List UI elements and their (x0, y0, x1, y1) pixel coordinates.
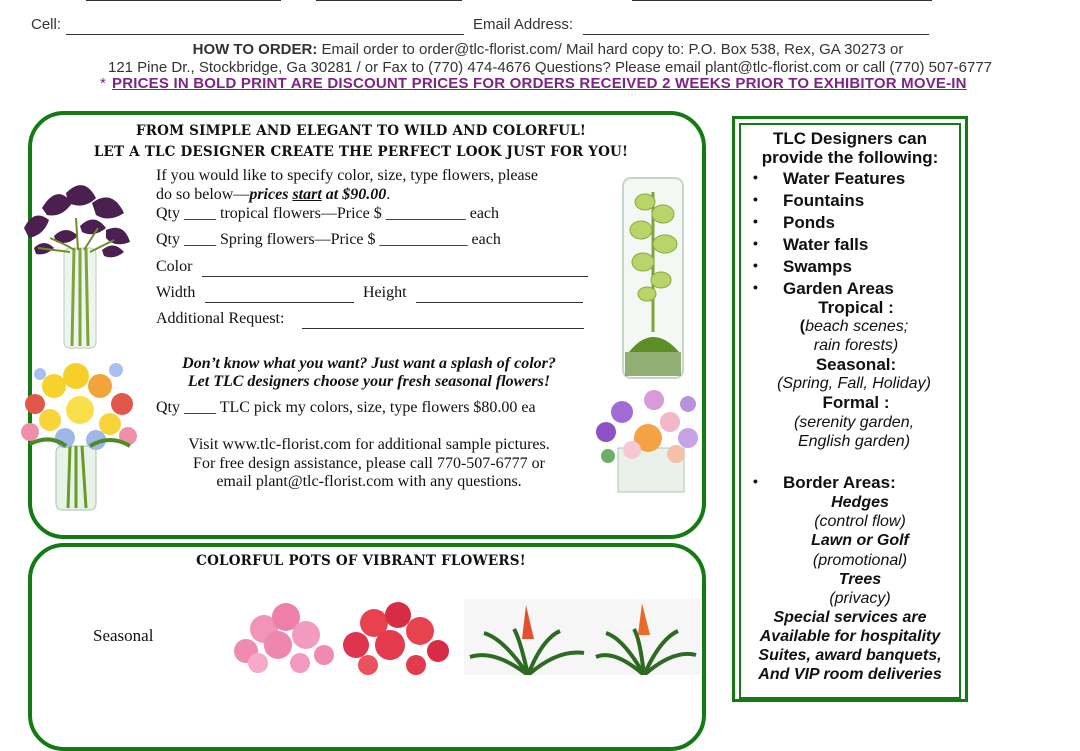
cell-label: Cell: (31, 16, 62, 33)
special-line-1: Special services are (773, 609, 927, 626)
visit-line-3: email plant@tlc-florist.com with any questions. (216, 473, 522, 490)
lily-bouquet-image (10, 354, 150, 514)
width-label: Width (156, 284, 196, 301)
how-to-order-label: HOW TO ORDER: (192, 41, 318, 58)
tropical-heading: Tropical : (818, 298, 894, 317)
bullet-icon: • (753, 257, 758, 273)
service-item-label: Fountains (783, 191, 865, 210)
cell-field[interactable] (66, 34, 464, 35)
designer-title-2: LET A TLC DESIGNER CREATE THE PERFECT LOOK JUST FOR YOU! (93, 144, 629, 160)
splash-line-2: Let TLC designers choose your fresh seasonal flowers! (187, 373, 551, 390)
orchid-cylinder-vase-image (615, 172, 705, 382)
color-label: Color (156, 258, 193, 275)
additional-request-field[interactable] (302, 328, 584, 329)
lawn-desc: (promotional) (812, 552, 908, 569)
special-line-2: Available for hospitality (759, 628, 941, 645)
height-label: Height (363, 284, 407, 301)
intro-line-1: If you would like to specify color, size, type flowers, please (156, 167, 538, 184)
seasonal-heading: Seasonal: (815, 355, 897, 374)
color-field[interactable] (202, 276, 588, 277)
tropical-paren: ( (799, 318, 806, 335)
calla-lily-vase-image (14, 178, 138, 353)
special-line-4: And VIP room deliveries (758, 666, 942, 683)
service-item-label: Garden Areas (783, 279, 894, 298)
formal-desc-2: English garden) (797, 433, 911, 450)
discount-note-text: PRICES IN BOLD PRINT ARE DISCOUNT PRICES FOR ORDERS RECEIVED 2 WEEKS PRIOR TO EXHIBITOR MOVE-IN (112, 75, 967, 92)
seasonal-label: Seasonal (93, 626, 154, 645)
width-field[interactable] (205, 302, 354, 303)
intro-line-2c: start (292, 186, 322, 203)
special-line-3: Suites, award banquets, (758, 647, 942, 664)
services-sidebar (732, 116, 968, 702)
bullet-icon: • (753, 235, 758, 251)
email-field[interactable] (583, 34, 929, 35)
visit-line-2: For free design assistance, please call 770-507-6777 or (193, 455, 545, 472)
discount-note (100, 75, 967, 92)
pots-title: COLORFUL POTS OF VIBRANT FLOWERS! (196, 553, 526, 569)
service-item-label: Water falls (783, 235, 869, 254)
bullet-icon: • (753, 279, 758, 295)
hedges-heading: Hedges (831, 494, 889, 511)
how-to-order-text1: Email order to order@tlc-florist.com/ Mail hard copy to: P.O. Box 538, Rex, GA 30273 or (321, 41, 904, 58)
bullet-icon: • (753, 169, 758, 185)
rose-cube-vase-image (588, 380, 708, 498)
form-line-top-1 (86, 0, 281, 1)
service-item-label: Swamps (783, 257, 852, 276)
formal-desc-1: (serenity garden, (793, 414, 915, 431)
hedges-desc: (control flow) (814, 513, 906, 530)
intro-line-2b: prices (249, 186, 293, 203)
how-to-order-line1 (0, 41, 1080, 58)
splash-line-1: Don’t know what you want? Just want a splash of color? (182, 355, 556, 372)
tropical-desc-2: rain forests) (813, 337, 899, 354)
service-item-label: Water Features (783, 169, 906, 188)
tropical-desc-1-text: beach scenes; (805, 318, 909, 335)
azalea-pot-image (228, 601, 464, 675)
sidebar-heading-1: TLC Designers can (773, 129, 927, 148)
trees-heading: Trees (838, 571, 882, 588)
bullet-icon: • (753, 473, 758, 489)
additional-request-label: Additional Request: (156, 310, 285, 327)
form-line-top-2 (316, 0, 462, 1)
bullet-icon: • (753, 213, 758, 229)
how-to-order-line2: 121 Pine Dr., Stockbridge, Ga 30281 / or Fax to (770) 474-4676 Questions? Please email plant@tlc-florist.com or call (770) 507-6777 (107, 59, 993, 76)
email-label: Email Address: (473, 16, 574, 33)
designer-title-1: FROM SIMPLE AND ELEGANT TO WILD AND COLORFUL! (135, 123, 587, 139)
intro-line-2e: . (386, 186, 391, 203)
seasonal-desc: (Spring, Fall, Holiday) (777, 375, 931, 392)
height-field[interactable] (416, 302, 583, 303)
service-item-label: Border Areas: (783, 473, 896, 492)
qty-tlc-pick[interactable]: Qty ____ TLC pick my colors, size, type flowers $80.00 ea (156, 399, 536, 416)
qty-spring[interactable]: Qty ____ Spring flowers—Price $ ___________ each (156, 231, 501, 248)
tropical-desc-1 (745, 317, 963, 336)
asterisk: * (100, 75, 107, 92)
form-line-top-3 (632, 0, 932, 1)
lawn-heading: Lawn or Golf (811, 532, 909, 549)
service-item-label: Ponds (783, 213, 835, 232)
trees-desc: (privacy) (829, 590, 891, 607)
sidebar-heading-2: provide the following: (761, 148, 939, 167)
intro-line-2 (156, 186, 390, 204)
bullet-icon: • (753, 191, 758, 207)
qty-tropical[interactable]: Qty ____ tropical flowers—Price $ __________ each (156, 205, 500, 222)
intro-line-2d: at $90.00 (321, 186, 387, 203)
formal-heading: Formal : (822, 393, 890, 412)
intro-line-2a: do so below— (156, 186, 250, 203)
visit-line-1: Visit www.tlc-florist.com for additional sample pictures. (188, 436, 550, 453)
services-sidebar-inner (739, 123, 961, 699)
bromeliad-pot-image (464, 599, 700, 675)
